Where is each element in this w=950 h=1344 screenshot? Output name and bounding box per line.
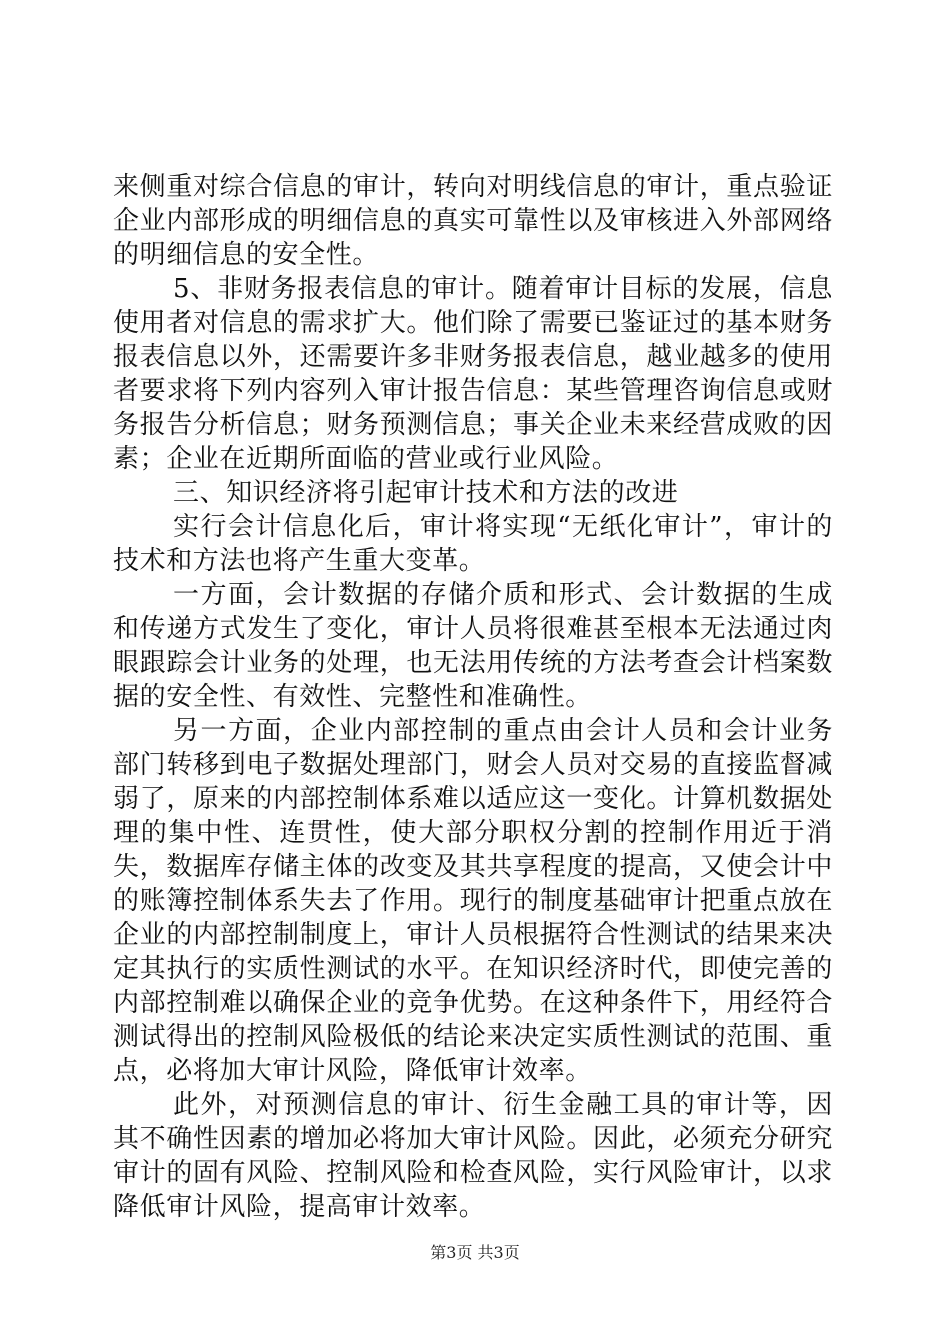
paragraph-continuation: 来侧重对综合信息的审计，转向对明线信息的审计，重点验证企业内部形成的明细信息的真实可靠性以及审核进入外部网络的明细信息的安全性。 (113, 172, 833, 270)
paragraph-in-addition: 此外，对预测信息的审计、衍生金融工具的审计等，因其不确性因素的增加必将加大审计风险。因此，必须充分研究审计的固有风险、控制风险和检查风险，实行风险审计，以求降低审计风险，提高审计效率。 (113, 1090, 833, 1222)
paragraph-non-financial-info: 5、非财务报表信息的审计。随着审计目标的发展，信息使用者对信息的需求扩大。他们除了需要已鉴证过的基本财务报表信息以外，还需要许多非财务报表信息，越业越多的使用者要求将下列内容列入审计报告信息：某些管理咨询信息或财务报告分析信息；财务预测信息；事关企业未来经营成败的因素；企业在近期所面临的营业或行业风险。 (113, 274, 833, 474)
document-body (113, 170, 833, 1224)
paragraph-other-aspect: 另一方面，企业内部控制的重点由会计人员和会计业务部门转移到电子数据处理部门，财会人员对交易的直接监督减弱了，原来的内部控制体系难以适应这一变化。计算机数据处理的集中性、连贯性，使大部分职权分割的控制作用近于消失，数据库存储主体的改变及其共享程度的提高，又使会计中的账簿控制体系失去了作用。现行的制度基础审计把重点放在企业的内部控制制度上，审计人员根据符合性测试的结果来决定其执行的实质性测试的水平。在知识经济时代，即使完善的内部控制难以确保企业的竞争优势。在这种条件下，用经符合测试得出的控制风险极低的结论来决定实质性测试的范围、重点，必将加大审计风险，降低审计效率。 (113, 716, 833, 1086)
paragraph-paperless-audit: 实行会计信息化后，审计将实现“无纸化审计”，审计的技术和方法也将产生重大变革。 (113, 512, 833, 576)
page-footer: 第3页 共3页 (430, 1243, 520, 1262)
paragraph-one-aspect: 一方面，会计数据的存储介质和形式、会计数据的生成和传递方式发生了变化，审计人员将很难甚至根本无法通过肉眼跟踪会计业务的处理，也无法用传统的方法考查会计档案数据的安全性、有效性、完整性和准确性。 (113, 580, 833, 712)
section-heading-three: 三、知识经济将引起审计技术和方法的改进 (173, 478, 679, 508)
